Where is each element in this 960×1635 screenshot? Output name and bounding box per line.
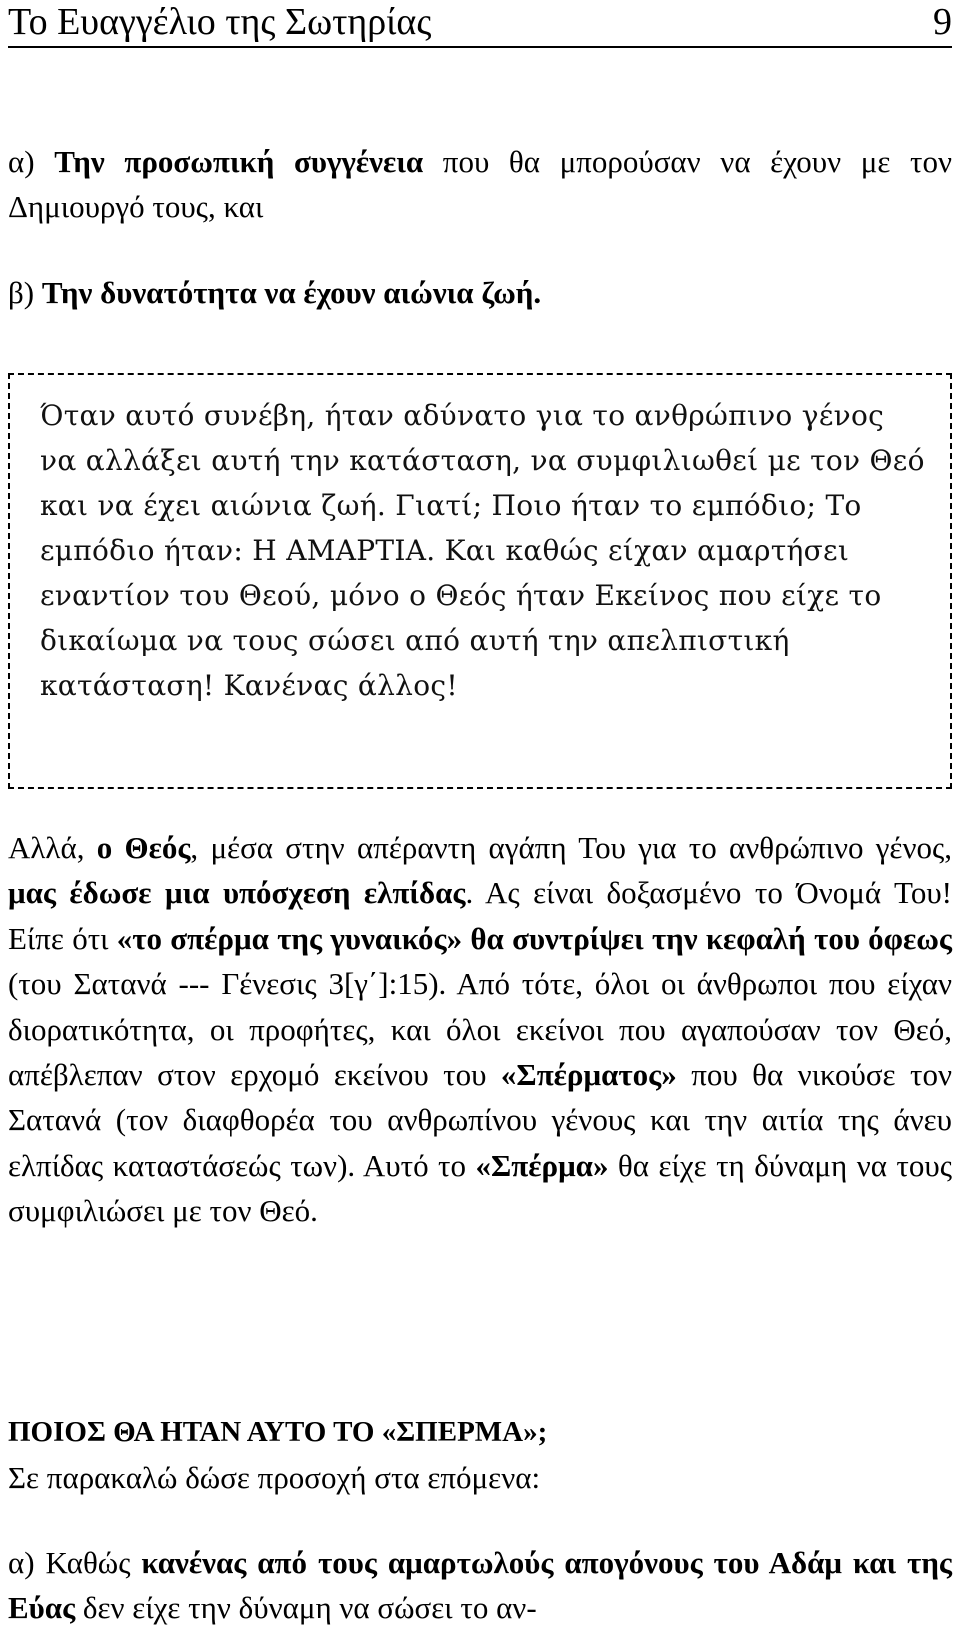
para-b-bold: Την δυνατότητα να έχουν αιώνια ζωή. [41,275,542,310]
section-heading: ΠΟΙΟΣ ΘΑ ΗΤΑΝ ΑΥΤΟ ΤΟ «ΣΠΕΡΜΑ»; [8,1416,548,1448]
main-bold-seed: «Σπέρματος» [500,1057,677,1093]
para-a-prefix: α) [8,144,55,179]
main-paragraph: Αλλά, ο Θεός, μέσα στην απέραντη αγάπη Του για το ανθρώπινο γένος, μας έδωσε μια υπόσχεση ελπίδας. Ας είναι δοξασμένο το Όνομά Του! Είπε ότι «το σπέρμα της γυναικός» θα συντρίψει την κεφαλή του όφεως (του Σατανά --- Γένεσις 3[γ΄]:15). Από τότε, όλοι οι άνθρωποι που είχαν διορατικότητα, οι προφήτες, και όλοι εκείνοι που αγαπούσαν τον Θεό, απέβλεπαν στον ερχομό εκείνου του «Σπέρματος» που θα νικούσε τον Σατανά (τον διαφθορέα του ανθρωπίνου γένους και την αιτία της άνευ ελπίδας καταστάσεώς των). Αυτό το «Σπέρμα» θα είχε τη δύναμη να τους συμφιλιώσει με τον Θεό. [8,830,953,1229]
main-bold-seed-quote: «το σπέρμα της γυναικός» θα συντρίψει την κεφαλή του όφεως [116,920,952,956]
para-b-prefix: β) [8,275,42,310]
para-a-rest: που θα μπορούσαν να έχουν με τον Δημιουργό τους, και [8,144,952,225]
attention-line: Σε παρακαλώ δώσε προσοχή στα επόμενα: [8,1460,541,1495]
page-number: 9 [933,1,952,43]
main-bold-god: ο Θεός [96,830,191,865]
boxed-callout-text: Όταν αυτό συνέβη, ήταν αδύνατο για το ανθρώπινο γένος να αλλάξει αυτή την κατάσταση, να συμφιλιωθεί με τον Θεό και να έχει αιώνια ζωή. Γιατί; Ποιο ήταν το εμπόδιο; Το εμπόδιο ήταν: Η ΑΜΑΡΤΙΑ. Και καθώς είχαν αμαρτήσει εναντίον του Θεού, μόνο ο Θεός ήταν Εκείνος που είχε το δικαίωμα να τους σώσει από αυτή την απελπιστική κατάσταση! Κανένας άλλος! [40,399,925,702]
page-header [8,0,952,48]
paragraph-b [8,270,952,315]
paragraph-a [8,139,952,230]
boxed-callout [8,373,952,789]
main-bold-seed-2: «Σπέρμα» [475,1147,609,1183]
para-a-bold: Την προσωπική συγγένεια [54,144,424,179]
main-bold-promise: μας έδωσε μια υπόσχεση ελπίδας [8,875,466,911]
final-bold: κανένας από τους αμαρτωλούς απογόνους του Αδάμ και της Εύας [8,1545,953,1626]
running-title: Το Ευαγγέλιο της Σωτηρίας [8,1,432,43]
final-paragraph: α) Καθώς κανένας από τους αμαρτωλούς απογόνους του Αδάμ και της Εύας δεν είχε την δύναμη να σώσει το αν- [8,1545,953,1626]
